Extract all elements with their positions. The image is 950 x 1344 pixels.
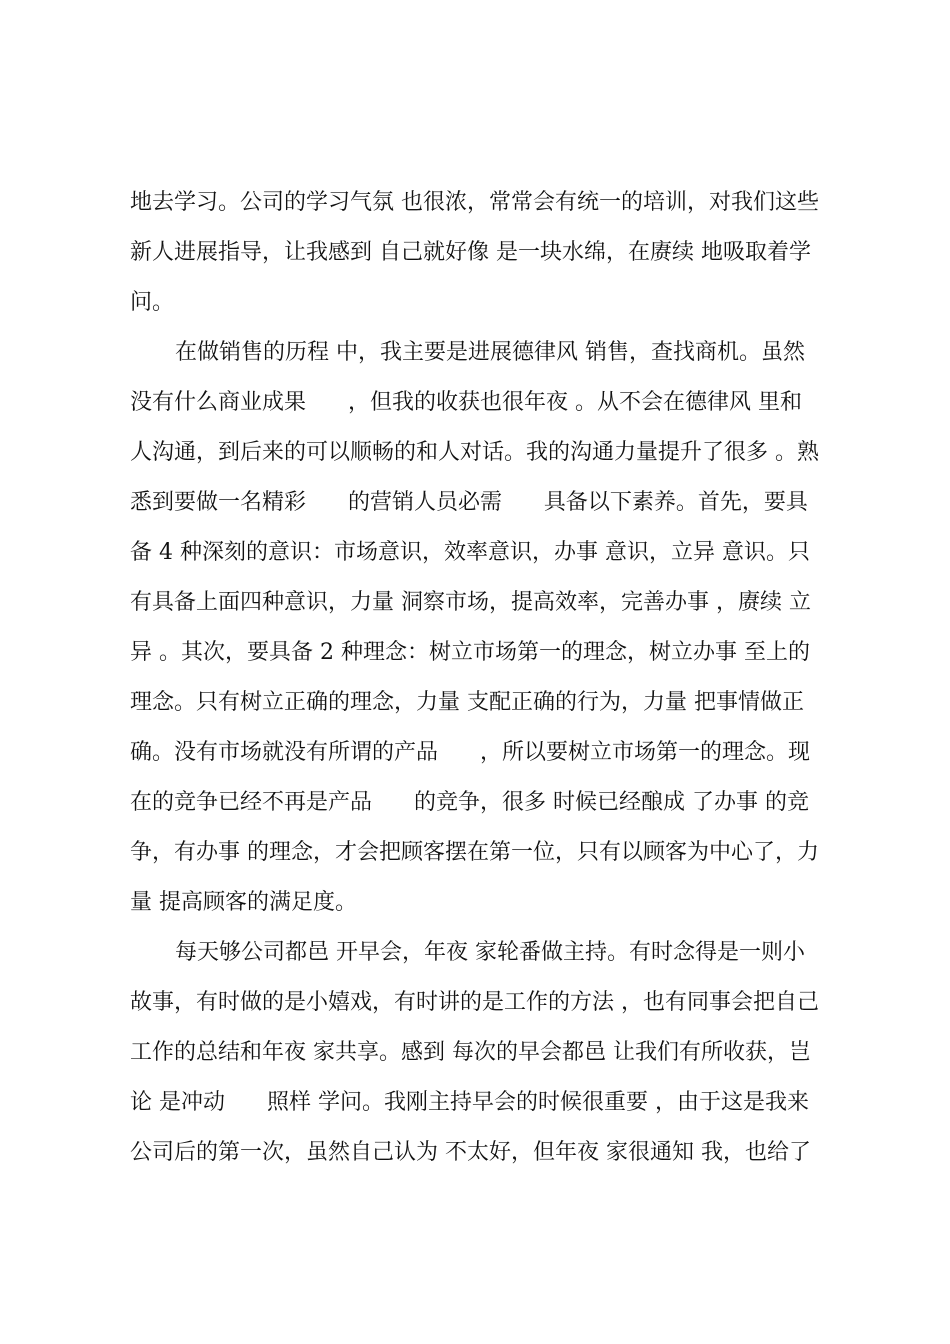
text-line: 工作的总结和年夜 家共享。感到 每次的早会都邑 让我们有所收获，岂	[130, 1040, 811, 1065]
text-line: 理念。只有树立正确的理念，力量 支配正确的行为，力量 把事情做正	[130, 690, 804, 715]
text-line: 悉到要做一名精彩 的营销人员必需 具备以下素养。首先，要具	[130, 490, 808, 515]
text-line: 在做销售的历程 中，我主要是进展德律风 销售，查找商机。虽然	[175, 340, 805, 365]
text-line: 备 4 种深刻的意识：市场意识，效率意识，办事 意识，立异 意识。只	[130, 540, 810, 565]
text-line: 异 。其次，要具备 2 种理念：树立市场第一的理念，树立办事 至上的	[130, 640, 810, 665]
text-line: 每天够公司都邑 开早会，年夜 家轮番做主持。有时念得是一则小	[175, 940, 805, 965]
text-line: 有具备上面四种意识，力量 洞察市场，提高效率，完善办事 ，赓续 立	[130, 590, 811, 615]
text-line: 在的竞争已经不再是产品 的竞争，很多 时候已经酿成 了办事 的竞	[130, 790, 809, 815]
text-line: 问。	[130, 290, 175, 315]
text-line: 论 是冲动 照样 学问。我刚主持早会的时候很重要 ，由于这是我来	[130, 1090, 809, 1115]
text-line: 确。没有市场就没有所谓的产品 ，所以要树立市场第一的理念。现	[130, 740, 810, 765]
text-line: 量 提高顾客的满足度。	[130, 890, 357, 915]
text-line: 没有什么商业成果 ，但我的收获也很年夜 。从不会在德律风 里和	[130, 390, 802, 415]
text-line: 争，有办事 的理念，才会把顾客摆在第一位，只有以顾客为中心了，力	[130, 840, 819, 865]
text-line: 公司后的第一次，虽然自己认为 不太好，但年夜 家很通知 我，也给了	[130, 1140, 811, 1165]
text-line: 地去学习。公司的学习气氛 也很浓，常常会有统一的培训，对我们这些	[130, 190, 819, 215]
text-line: 故事，有时做的是小嬉戏，有时讲的是工作的方法 ，也有同事会把自己	[130, 990, 819, 1015]
text-line: 人沟通，到后来的可以顺畅的和人对话。我的沟通力量提升了很多 。熟	[130, 440, 819, 465]
text-line: 新人进展指导，让我感到 自己就好像 是一块水绵，在赓续 地吸取着学	[130, 240, 811, 265]
